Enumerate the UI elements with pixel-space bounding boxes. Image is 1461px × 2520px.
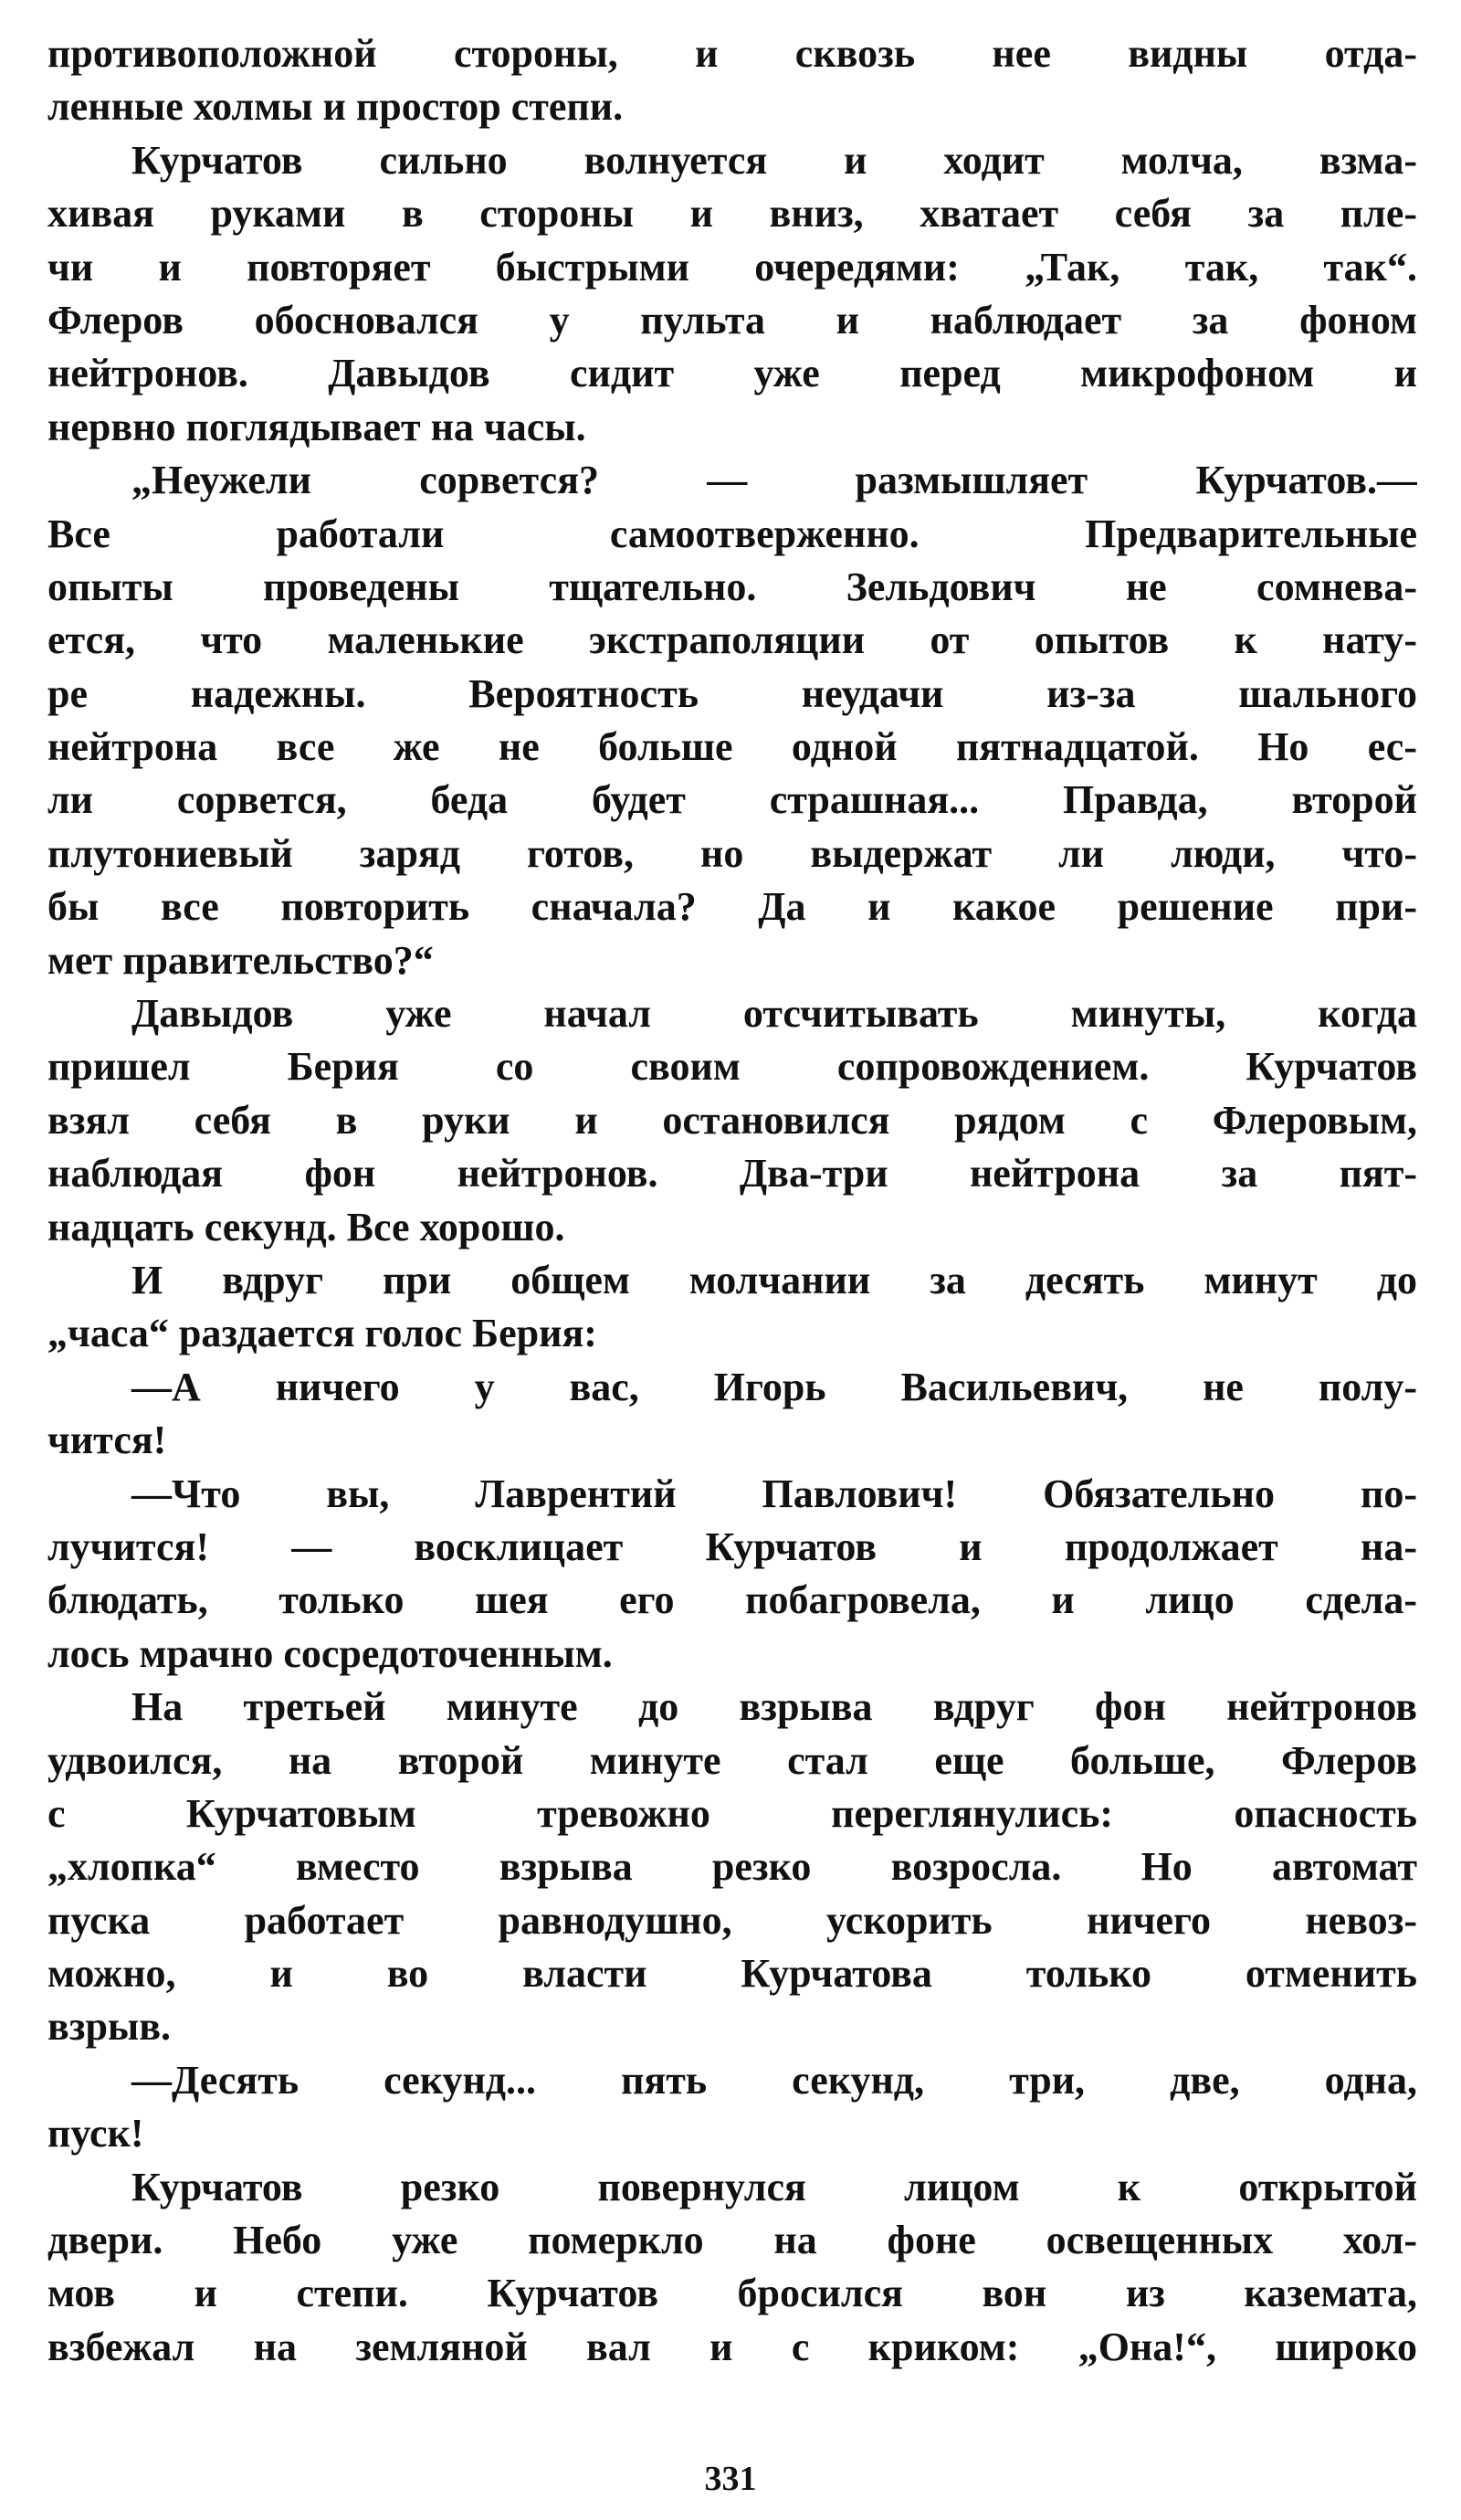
text-line: —Что вы, Лаврентий Павлович! Обязательно по- (131, 1471, 1417, 1516)
text-line: двери. Небо уже померкло на фоне освещенных хол- (47, 2218, 1417, 2263)
text-line: ется, что маленькие экстраполяции от опытов к нату- (47, 617, 1417, 663)
text-line: опыты проведены тщательно. Зельдович не сомнева- (47, 564, 1417, 609)
text-line: ленные холмы и простор степи. (47, 84, 624, 130)
text-line: „Неужели сорвется? — размышляет Курчатов.— (131, 458, 1417, 503)
text-line: Курчатов сильно волнуется и ходит молча, взма- (131, 137, 1417, 183)
page-number: 331 (704, 2460, 757, 2498)
text-line: хивая руками в стороны и вниз, хватает себя за пле- (47, 191, 1417, 237)
text-line: „часа“ раздается голос Берия: (47, 1311, 597, 1356)
text-line: мет правительство?“ (47, 937, 434, 983)
text-line: противоположной стороны, и сквозь нее видны отда- (47, 31, 1417, 76)
text-line: пуска работает равнодушно, ускорить ничего невоз- (47, 1897, 1417, 1943)
text-line: взрыв. (47, 2004, 172, 2050)
text-line: Курчатов резко повернулся лицом к открытой (131, 2164, 1417, 2209)
text-line: нейтронов. Давыдов сидит уже перед микрофоном и (47, 351, 1417, 396)
text-line: надцать секунд. Все хорошо. (47, 1204, 565, 1249)
text-line: лось мрачно сосредоточенным. (47, 1630, 613, 1676)
text-line: взял себя в руки и остановился рядом с Флеровым, (47, 1097, 1417, 1143)
text-line: чи и повторяет быстрыми очередями: „Так, так, так“. (47, 244, 1417, 290)
text-line: И вдруг при общем молчании за десять минут до (131, 1257, 1417, 1302)
text-line: пришел Берия со своим сопровождением. Курчатов (47, 1044, 1417, 1090)
text-line: —Десять секунд... пять секунд, три, две, одна, (131, 2057, 1417, 2103)
text-line: нервно поглядывает на часы. (47, 404, 586, 449)
text-line: лучится! — восклицает Курчатов и продолжает на- (47, 1524, 1417, 1569)
text-line: „хлопка“ вместо взрыва резко возросла. Но автомат (47, 1844, 1417, 1890)
text-line: удвоился, на второй минуте стал еще больше, Флеров (47, 1737, 1417, 1783)
text-line: мов и степи. Курчатов бросился вон из каземата, (47, 2271, 1417, 2316)
text-line: На третьей минуте до взрыва вдруг фон нейтронов (131, 1684, 1417, 1730)
text-line: ли сорвется, беда будет страшная... Правда, второй (47, 777, 1417, 823)
text-line: ре надежны. Вероятность неудачи из-за шального (47, 670, 1417, 716)
text-line: взбежал на земляной вал и с криком: „Она!“, широко (47, 2324, 1417, 2369)
text-line: плутониевый заряд готов, но выдержат ли люди, что- (47, 830, 1417, 876)
text-line: чится! (47, 1418, 167, 1463)
text-line: нейтрона все же не больше одной пятнадцатой. Но ес- (47, 724, 1417, 770)
text-line: с Курчатовым тревожно переглянулись: опасность (47, 1790, 1417, 1836)
text-line: Все работали самоотверженно. Предварительные (47, 511, 1417, 556)
text-line: Давыдов уже начал отсчитывать минуты, когда (131, 991, 1417, 1037)
text-line: Флеров обосновался у пульта и наблюдает за фоном (47, 297, 1417, 343)
page-text (47, 27, 1417, 2374)
text-line: пуск! (47, 2111, 144, 2156)
text-line: блюдать, только шея его побагровела, и лицо сдела- (47, 1577, 1417, 1623)
text-line: можно, и во власти Курчатова только отменить (47, 1951, 1417, 1997)
text-line: бы все повторить сначала? Да и какое решение при- (47, 884, 1417, 930)
text-line: наблюдая фон нейтронов. Два-три нейтрона за пят- (47, 1151, 1417, 1197)
text-line: —А ничего у вас, Игорь Васильевич, не полу- (131, 1364, 1417, 1409)
